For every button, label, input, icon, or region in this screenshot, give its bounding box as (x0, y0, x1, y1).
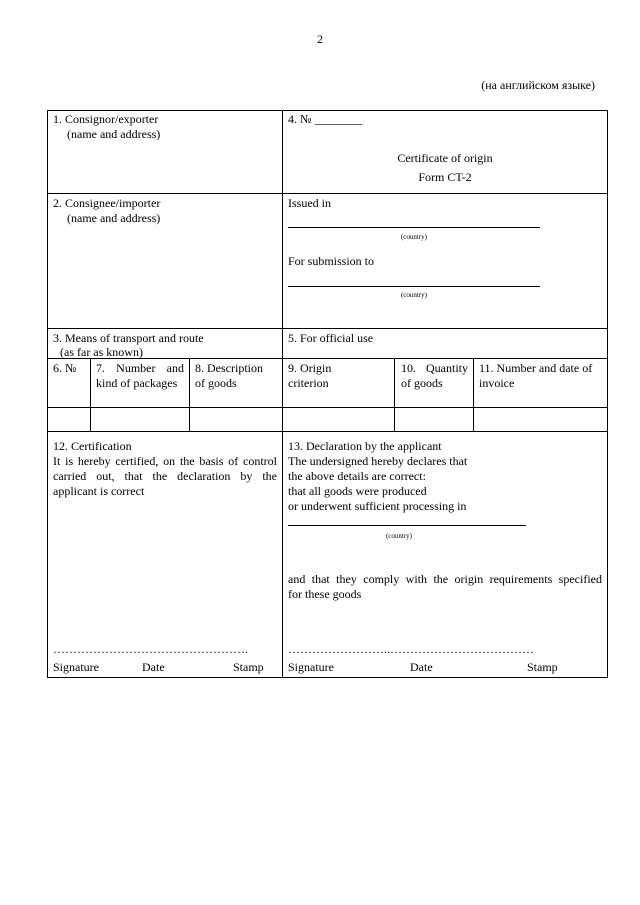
certification-stamp-label: Stamp (233, 660, 264, 674)
declaration-text-line2: the above details are correct: (288, 469, 426, 483)
form-top-border (47, 110, 608, 111)
issued-in-label: Issued in (288, 196, 331, 210)
transport-title: 3. Means of transport and route (53, 331, 204, 345)
issued-in-line (288, 227, 540, 228)
declaration-comply-line1: and that they comply with the origin requirements specified (288, 572, 602, 586)
column-divider (90, 358, 91, 431)
certification-signature-label: Signature (53, 660, 99, 674)
col-9-header-line1: 9. Origin (288, 361, 332, 375)
certificate-title: Certificate of origin (397, 151, 493, 165)
issued-country-caption: (country) (400, 233, 428, 241)
certification-signature-dots: …………………………………………. (53, 642, 248, 656)
col-8-header-line1: 8. Description (195, 361, 263, 375)
submission-label: For submission to (288, 254, 375, 268)
col-11-header-line2: invoice (479, 376, 515, 390)
certificate-number-label: 4. № ________ (288, 112, 363, 126)
form-right-border (607, 110, 608, 677)
page-number: 2 (317, 32, 323, 46)
row-divider (47, 328, 608, 329)
declaration-signature-label: Signature (288, 660, 334, 674)
declaration-title: 13. Declaration by the applicant (288, 439, 442, 453)
submission-line (288, 286, 540, 287)
col-11-header-line1: 11. Number and date of (479, 361, 593, 375)
col-6-header: 6. № (53, 361, 77, 375)
form-label: Form CT-2 (418, 170, 472, 184)
row-divider (47, 407, 608, 408)
column-divider (394, 358, 395, 431)
col-7-header-line2: kind of packages (96, 376, 178, 390)
declaration-stamp-label: Stamp (527, 660, 558, 674)
column-divider (282, 358, 283, 431)
declaration-text-line4: or underwent sufficient processing in (288, 499, 467, 513)
column-divider (282, 110, 283, 359)
col-9-header-line2: criterion (288, 376, 329, 390)
declaration-text-line3: that all goods were produced (288, 484, 427, 498)
certification-text-line1: It is hereby certified, on the basis of control (53, 454, 277, 468)
transport-subtitle: (as far as known) (60, 345, 143, 359)
consignee-subtitle: (name and address) (67, 211, 161, 225)
col-8-header-line2: of goods (195, 376, 237, 390)
column-divider (189, 358, 190, 431)
declaration-comply-line2: for these goods (288, 587, 362, 601)
declaration-text-line1: The undersigned hereby declares that (288, 454, 468, 468)
consignor-title: 1. Consignor/exporter (53, 112, 159, 126)
row-divider (47, 431, 608, 432)
certification-title: 12. Certification (53, 439, 132, 453)
declaration-date-label: Date (410, 660, 433, 674)
column-divider (282, 431, 283, 677)
declaration-country-caption: (country) (385, 532, 413, 540)
col-7-header-line1: 7. Number and (96, 361, 184, 375)
column-divider (473, 358, 474, 431)
certification-text-line3: applicant is correct (53, 484, 145, 498)
certification-text-line2: carried out, that the declaration by the (53, 469, 277, 483)
consignee-title: 2. Consignee/importer (53, 196, 161, 210)
col-10-header-line2: of goods (401, 376, 443, 390)
consignor-subtitle: (name and address) (67, 127, 161, 141)
form-left-border (47, 110, 48, 677)
col-10-header-line1: 10. Quantity (401, 361, 468, 375)
row-divider (47, 193, 608, 194)
language-note: (на английском языке) (481, 78, 595, 92)
form-bottom-border (47, 677, 608, 678)
declaration-signature-dots: ……………………..……………………………… (288, 642, 534, 656)
official-use-title: 5. For official use (288, 331, 374, 345)
certification-date-label: Date (142, 660, 165, 674)
submission-country-caption: (country) (400, 291, 428, 299)
declaration-country-line (288, 525, 526, 526)
